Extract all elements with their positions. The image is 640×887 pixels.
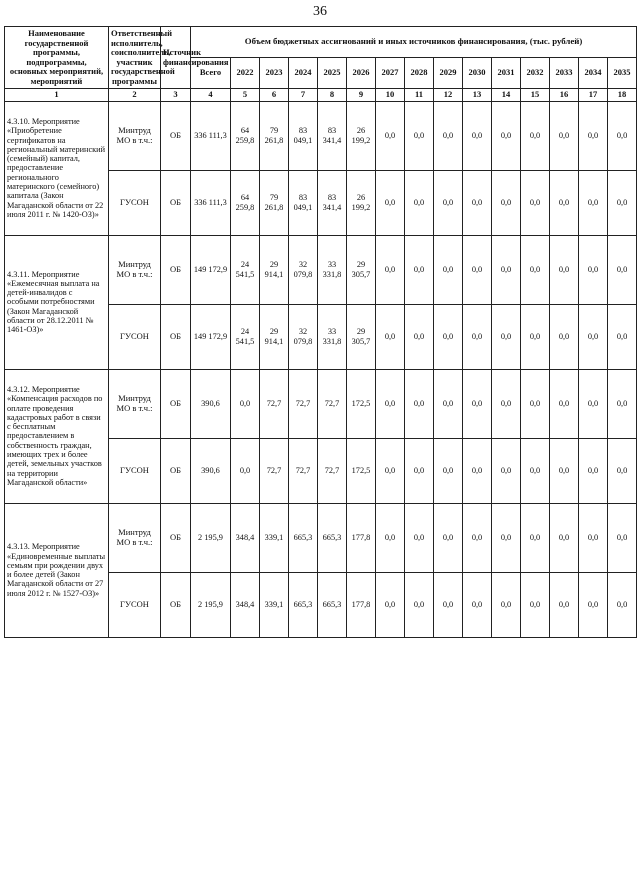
year-value-cell: 0,0 xyxy=(463,101,492,170)
year-value-cell: 0,0 xyxy=(550,503,579,572)
year-value-cell: 348,4 xyxy=(231,503,260,572)
year-value-cell: 0,0 xyxy=(434,503,463,572)
year-value-cell: 0,0 xyxy=(463,235,492,304)
year-value-cell: 0,0 xyxy=(608,438,637,503)
year-value-cell: 26 199,2 xyxy=(347,101,376,170)
year-value-cell: 0,0 xyxy=(434,369,463,438)
total-value-cell: 149 172,9 xyxy=(191,304,231,369)
year-value-cell: 64 259,8 xyxy=(231,101,260,170)
year-value-cell: 0,0 xyxy=(405,503,434,572)
column-index-cell: 7 xyxy=(289,89,318,102)
activity-name: 4.3.10. Мероприятие «Приобретение сертификатов на региональный материнский (семейный) капитал, предоставление регионального материнского (семейного) капитала (Закон Магаданской области от 22 июля 2011 г. № 1420-ОЗ)» xyxy=(5,101,109,235)
year-value-cell: 0,0 xyxy=(550,101,579,170)
executor-cell: ГУСОН xyxy=(109,170,161,235)
year-value-cell: 79 261,8 xyxy=(260,101,289,170)
year-value-cell: 0,0 xyxy=(550,438,579,503)
year-value-cell: 0,0 xyxy=(405,235,434,304)
year-value-cell: 0,0 xyxy=(550,369,579,438)
year-value-cell: 0,0 xyxy=(579,101,608,170)
header-year-2028: 2028 xyxy=(405,58,434,89)
year-value-cell: 83 341,4 xyxy=(318,170,347,235)
funding-table xyxy=(4,26,637,638)
year-value-cell: 0,0 xyxy=(608,101,637,170)
year-value-cell: 72,7 xyxy=(318,438,347,503)
year-value-cell: 0,0 xyxy=(579,235,608,304)
header-year-2031: 2031 xyxy=(492,58,521,89)
column-index-cell: 10 xyxy=(376,89,405,102)
year-value-cell: 0,0 xyxy=(579,438,608,503)
year-value-cell: 0,0 xyxy=(550,235,579,304)
column-index-cell: 2 xyxy=(109,89,161,102)
year-value-cell: 0,0 xyxy=(463,438,492,503)
year-value-cell: 33 331,8 xyxy=(318,235,347,304)
year-value-cell: 0,0 xyxy=(579,572,608,637)
year-value-cell: 0,0 xyxy=(405,438,434,503)
year-value-cell: 0,0 xyxy=(376,235,405,304)
year-value-cell: 0,0 xyxy=(521,369,550,438)
total-value-cell: 336 111,3 xyxy=(191,101,231,170)
year-value-cell: 0,0 xyxy=(521,304,550,369)
source-cell: ОБ xyxy=(161,369,191,438)
year-value-cell: 0,0 xyxy=(231,438,260,503)
year-value-cell: 0,0 xyxy=(521,235,550,304)
year-value-cell: 0,0 xyxy=(376,572,405,637)
header-year-2024: 2024 xyxy=(289,58,318,89)
year-value-cell: 79 261,8 xyxy=(260,170,289,235)
year-value-cell: 0,0 xyxy=(521,503,550,572)
year-value-cell: 0,0 xyxy=(608,235,637,304)
year-value-cell: 0,0 xyxy=(405,304,434,369)
year-value-cell: 0,0 xyxy=(463,572,492,637)
year-value-cell: 0,0 xyxy=(579,369,608,438)
year-value-cell: 0,0 xyxy=(231,369,260,438)
column-index-row xyxy=(5,89,637,102)
year-value-cell: 0,0 xyxy=(492,438,521,503)
source-cell: ОБ xyxy=(161,170,191,235)
year-value-cell: 0,0 xyxy=(492,369,521,438)
year-value-cell: 0,0 xyxy=(550,304,579,369)
year-value-cell: 339,1 xyxy=(260,572,289,637)
year-value-cell: 33 331,8 xyxy=(318,304,347,369)
year-value-cell: 0,0 xyxy=(521,170,550,235)
year-value-cell: 0,0 xyxy=(376,503,405,572)
year-value-cell: 665,3 xyxy=(289,503,318,572)
header-year-2033: 2033 xyxy=(550,58,579,89)
year-value-cell: 172,5 xyxy=(347,369,376,438)
year-value-cell: 32 079,8 xyxy=(289,235,318,304)
column-index-cell: 13 xyxy=(463,89,492,102)
activity-name: 4.3.12. Мероприятие «Компенсация расходов по оплате проведения кадастровых работ в связи с бесплатным предоставлением в собственность граждан, имеющих трех и более детей, земельных участков на территории Магаданской области» xyxy=(5,369,109,503)
year-value-cell: 72,7 xyxy=(260,369,289,438)
column-index-cell: 9 xyxy=(347,89,376,102)
year-value-cell: 0,0 xyxy=(434,235,463,304)
year-value-cell: 0,0 xyxy=(434,170,463,235)
page-number: 36 xyxy=(313,4,327,19)
year-value-cell: 665,3 xyxy=(318,503,347,572)
header-year-2034: 2034 xyxy=(579,58,608,89)
table-row xyxy=(5,369,637,438)
year-value-cell: 665,3 xyxy=(289,572,318,637)
year-value-cell: 29 914,1 xyxy=(260,304,289,369)
year-value-cell: 0,0 xyxy=(579,304,608,369)
activity-name: 4.3.13. Мероприятие «Единовременные выплаты семьям при рождении двух и более детей (Закон Магаданской области от 27 июля 2012 г. № 1527-ОЗ)» xyxy=(5,503,109,637)
year-value-cell: 0,0 xyxy=(492,503,521,572)
year-value-cell: 0,0 xyxy=(579,503,608,572)
year-value-cell: 0,0 xyxy=(405,572,434,637)
header-total: Всего xyxy=(191,58,231,89)
year-value-cell: 72,7 xyxy=(260,438,289,503)
year-value-cell: 0,0 xyxy=(376,170,405,235)
column-index-cell: 17 xyxy=(579,89,608,102)
activity-name: 4.3.11. Мероприятие «Ежемесячная выплата на детей-инвалидов с особыми потребностями (Закон Магаданской области от 28.12.2011 № 1461-ОЗ)» xyxy=(5,235,109,369)
year-value-cell: 0,0 xyxy=(608,503,637,572)
total-value-cell: 336 111,3 xyxy=(191,170,231,235)
total-value-cell: 2 195,9 xyxy=(191,503,231,572)
header-year-2022: 2022 xyxy=(231,58,260,89)
table-row xyxy=(5,235,637,304)
header-year-2030: 2030 xyxy=(463,58,492,89)
year-value-cell: 64 259,8 xyxy=(231,170,260,235)
year-value-cell: 0,0 xyxy=(376,304,405,369)
column-index-cell: 15 xyxy=(521,89,550,102)
header-executor: Ответственный исполнитель, соисполнитель, участник государственной программы xyxy=(109,27,161,89)
table-row xyxy=(5,503,637,572)
year-value-cell: 0,0 xyxy=(579,170,608,235)
header-name: Наименование государственной программы, подпрограммы, основных мероприятий, мероприятий xyxy=(5,27,109,89)
executor-cell: ГУСОН xyxy=(109,438,161,503)
total-value-cell: 390,6 xyxy=(191,369,231,438)
year-value-cell: 0,0 xyxy=(521,572,550,637)
column-index-cell: 4 xyxy=(191,89,231,102)
year-value-cell: 0,0 xyxy=(405,101,434,170)
year-value-cell: 0,0 xyxy=(376,369,405,438)
year-value-cell: 0,0 xyxy=(492,235,521,304)
total-value-cell: 390,6 xyxy=(191,438,231,503)
year-value-cell: 29 305,7 xyxy=(347,235,376,304)
executor-cell: Минтруд МО в т.ч.: xyxy=(109,235,161,304)
year-value-cell: 339,1 xyxy=(260,503,289,572)
column-index-cell: 11 xyxy=(405,89,434,102)
column-index-cell: 3 xyxy=(161,89,191,102)
column-index-cell: 18 xyxy=(608,89,637,102)
source-cell: ОБ xyxy=(161,572,191,637)
executor-cell: Минтруд МО в т.ч.: xyxy=(109,369,161,438)
year-value-cell: 0,0 xyxy=(434,572,463,637)
year-value-cell: 29 305,7 xyxy=(347,304,376,369)
year-value-cell: 72,7 xyxy=(289,438,318,503)
source-cell: ОБ xyxy=(161,438,191,503)
year-value-cell: 83 049,1 xyxy=(289,170,318,235)
header-year-2029: 2029 xyxy=(434,58,463,89)
year-value-cell: 0,0 xyxy=(492,572,521,637)
year-value-cell: 32 079,8 xyxy=(289,304,318,369)
source-cell: ОБ xyxy=(161,101,191,170)
year-value-cell: 348,4 xyxy=(231,572,260,637)
year-value-cell: 177,8 xyxy=(347,503,376,572)
table-row xyxy=(5,101,637,170)
executor-cell: Минтруд МО в т.ч.: xyxy=(109,101,161,170)
year-value-cell: 0,0 xyxy=(405,369,434,438)
year-value-cell: 24 541,5 xyxy=(231,304,260,369)
year-value-cell: 0,0 xyxy=(608,572,637,637)
executor-cell: ГУСОН xyxy=(109,304,161,369)
header-source: Источник финансирования xyxy=(161,27,191,89)
year-value-cell: 0,0 xyxy=(492,170,521,235)
total-value-cell: 2 195,9 xyxy=(191,572,231,637)
year-value-cell: 665,3 xyxy=(318,572,347,637)
year-value-cell: 0,0 xyxy=(434,438,463,503)
year-value-cell: 0,0 xyxy=(550,572,579,637)
year-value-cell: 0,0 xyxy=(608,304,637,369)
executor-cell: ГУСОН xyxy=(109,572,161,637)
column-index-cell: 6 xyxy=(260,89,289,102)
year-value-cell: 0,0 xyxy=(376,438,405,503)
column-index-cell: 1 xyxy=(5,89,109,102)
year-value-cell: 29 914,1 xyxy=(260,235,289,304)
year-value-cell: 0,0 xyxy=(463,170,492,235)
header-year-2035: 2035 xyxy=(608,58,637,89)
year-value-cell: 0,0 xyxy=(434,101,463,170)
header-year-2027: 2027 xyxy=(376,58,405,89)
column-index-cell: 16 xyxy=(550,89,579,102)
year-value-cell: 72,7 xyxy=(289,369,318,438)
year-value-cell: 0,0 xyxy=(463,503,492,572)
year-value-cell: 0,0 xyxy=(434,304,463,369)
column-index-cell: 12 xyxy=(434,89,463,102)
year-value-cell: 0,0 xyxy=(608,170,637,235)
year-value-cell: 0,0 xyxy=(550,170,579,235)
source-cell: ОБ xyxy=(161,304,191,369)
year-value-cell: 0,0 xyxy=(492,304,521,369)
source-cell: ОБ xyxy=(161,235,191,304)
year-value-cell: 26 199,2 xyxy=(347,170,376,235)
column-index-cell: 8 xyxy=(318,89,347,102)
year-value-cell: 0,0 xyxy=(492,101,521,170)
year-value-cell: 0,0 xyxy=(376,101,405,170)
executor-cell: Минтруд МО в т.ч.: xyxy=(109,503,161,572)
year-value-cell: 0,0 xyxy=(521,438,550,503)
header-year-2023: 2023 xyxy=(260,58,289,89)
year-value-cell: 172,5 xyxy=(347,438,376,503)
year-value-cell: 0,0 xyxy=(405,170,434,235)
total-value-cell: 149 172,9 xyxy=(191,235,231,304)
header-year-2026: 2026 xyxy=(347,58,376,89)
year-value-cell: 72,7 xyxy=(318,369,347,438)
column-index-cell: 14 xyxy=(492,89,521,102)
year-value-cell: 83 341,4 xyxy=(318,101,347,170)
year-value-cell: 24 541,5 xyxy=(231,235,260,304)
year-value-cell: 0,0 xyxy=(463,369,492,438)
header-year-2032: 2032 xyxy=(521,58,550,89)
header-year-2025: 2025 xyxy=(318,58,347,89)
year-value-cell: 0,0 xyxy=(463,304,492,369)
year-value-cell: 0,0 xyxy=(521,101,550,170)
year-value-cell: 83 049,1 xyxy=(289,101,318,170)
column-index-cell: 5 xyxy=(231,89,260,102)
year-value-cell: 177,8 xyxy=(347,572,376,637)
header-funding-group: Объем бюджетных ассигнований и иных источников финансирования, (тыс. рублей) xyxy=(191,27,637,58)
year-value-cell: 0,0 xyxy=(608,369,637,438)
source-cell: ОБ xyxy=(161,503,191,572)
